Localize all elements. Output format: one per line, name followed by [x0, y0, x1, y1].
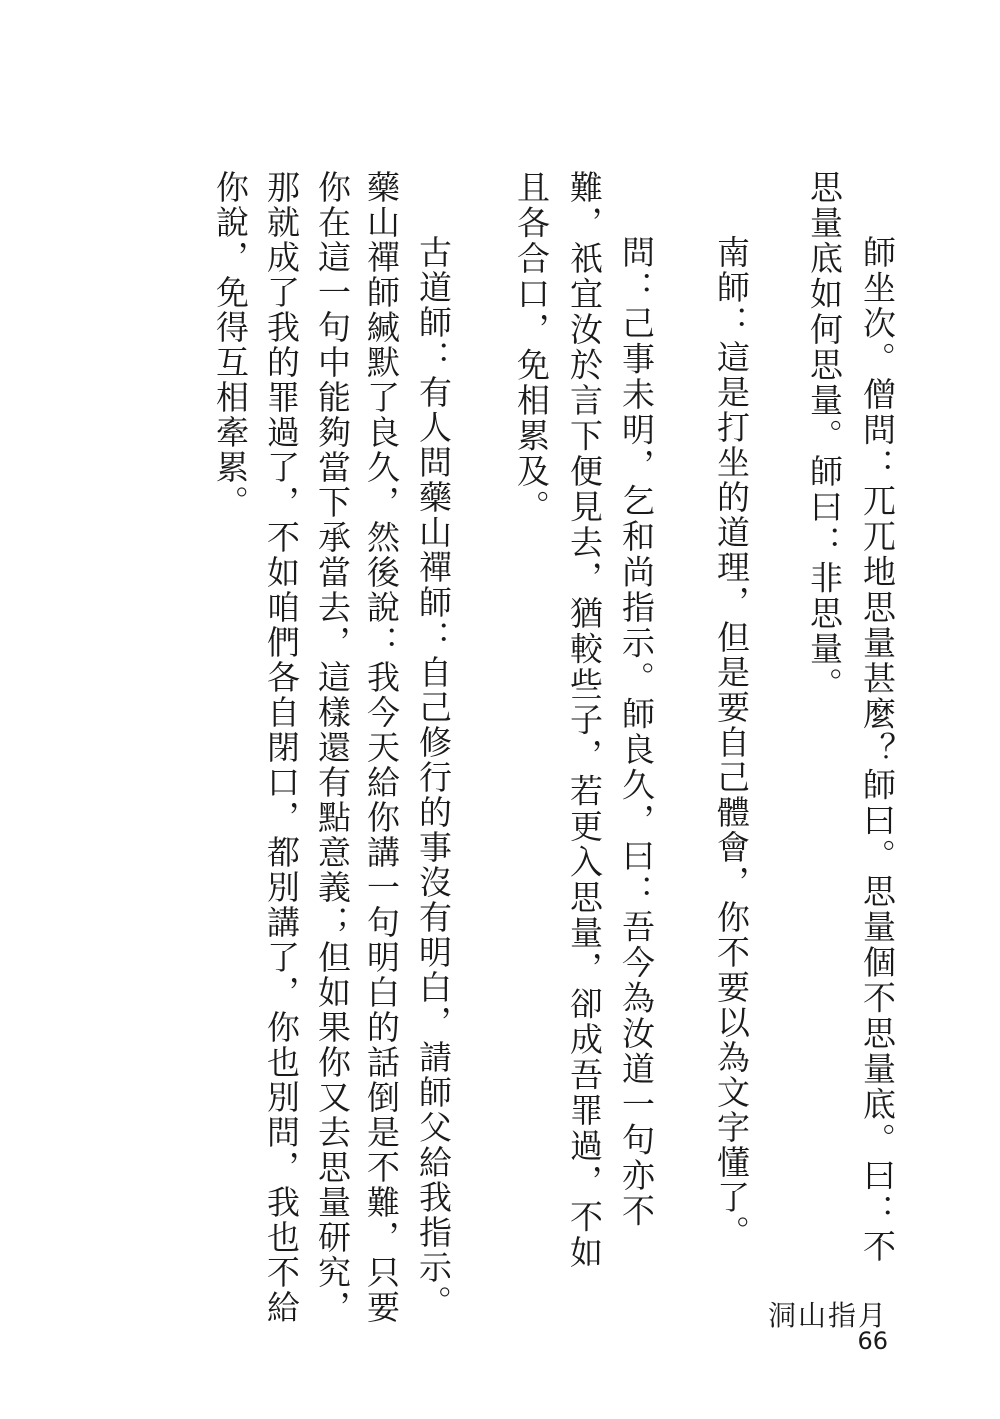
page-number: 66 — [857, 1327, 888, 1355]
original-text-line-1: 師坐次。僧問：兀兀地思量甚麼？師曰。思量個不思量底。曰：不 — [858, 235, 897, 1265]
original-text-line-5: 且各合口，免相累及。 — [512, 170, 551, 525]
original-text-line-3: 問：己事未明，乞和尚指示。師良久，曰：吾今為汝道一句亦不 — [617, 235, 656, 1229]
commentary-line-5: 你說，免得互相牽累。 — [211, 170, 250, 520]
commentary-line-2: 藥山禪師緘默了良久，然後說：我今天給你講一句明白的話倒是不難，只要 — [362, 170, 401, 1325]
commentary-line-1: 古道師：有人問藥山禪師：自己修行的事沒有明白，請師父給我指示。 — [414, 235, 453, 1320]
running-footer-title: 洞山指月 — [767, 1299, 888, 1332]
commentary-line-4: 那就成了我的罪過了，不如咱們各自閉口，都別講了，你也別問，我也不給 — [262, 170, 301, 1325]
original-text-line-4: 難，祇宜汝於言下便見去，猶較些子，若更入思量，卻成吾罪過，不如 — [565, 170, 604, 1271]
original-text-line-2: 思量底如何思量。師曰：非思量。 — [805, 170, 844, 703]
master-nan-comment: 南師：這是打坐的道理，但是要自己體會，你不要以為文字懂了。 — [712, 235, 751, 1250]
commentary-line-3: 你在這一句中能夠當下承當去，這樣還有點意義；但如果你又去思量研究， — [313, 170, 352, 1325]
